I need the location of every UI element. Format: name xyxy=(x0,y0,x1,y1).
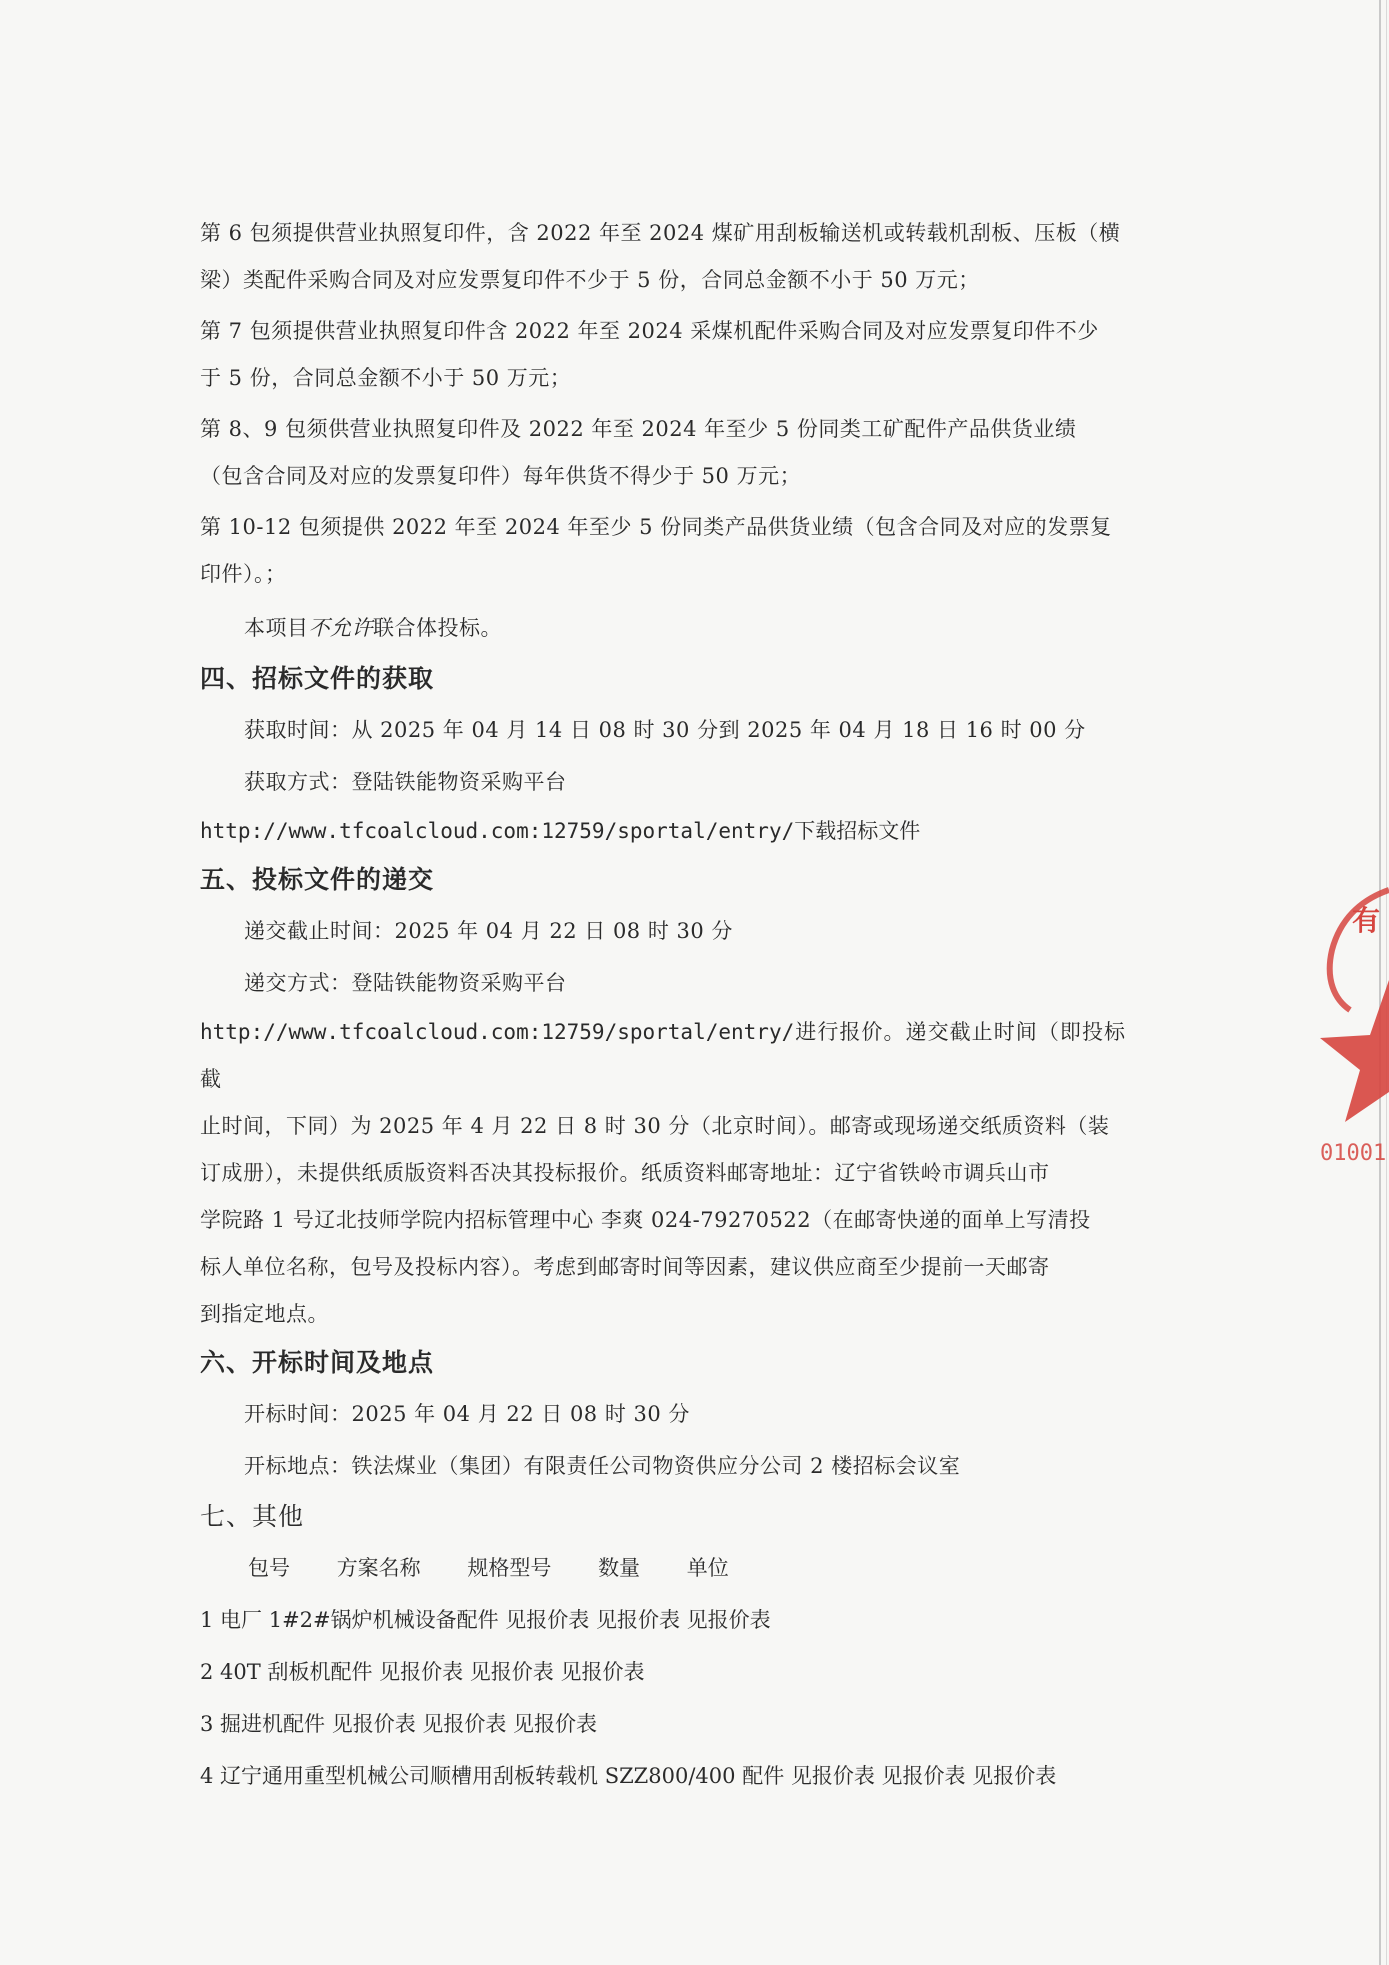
requirement-pkg6-line2: 梁）类配件采购合同及对应发票复印件不少于 5 份，合同总金额不小于 50 万元； xyxy=(200,268,980,292)
package-row: 3 掘进机配件 见报价表 见报价表 见报价表 xyxy=(200,1712,598,1736)
acquire-time: 获取时间：从 2025 年 04 月 14 日 08 时 30 分到 2025 年 04 月 18 日 16 时 00 分 xyxy=(244,718,1086,742)
submit-body-line1[interactable]: http://www.tfcoalcloud.com:12759/sportal/entry/进行报价。递交截止时间（即投标截 xyxy=(200,1020,1125,1091)
column-header: 包号 xyxy=(248,1556,290,1580)
submit-body-line5: 标人单位名称，包号及投标内容）。考虑到邮寄时间等因素，建议供应商至少提前一天邮寄 xyxy=(200,1255,1050,1279)
column-header: 单位 xyxy=(686,1556,729,1580)
requirement-pkg7-line1: 第 7 包须提供营业执照复印件含 2022 年至 2024 采煤机配件采购合同及对应发票复印件不少 xyxy=(200,319,1099,343)
column-header: 数量 xyxy=(598,1556,641,1580)
seal-star xyxy=(1320,980,1389,1122)
requirement-pkg1012-line2: 印件）。； xyxy=(200,562,287,586)
joint-bid-statement xyxy=(200,602,1125,654)
submit-method: 递交方式：登陆铁能物资采购平台 xyxy=(244,971,567,995)
opening-time: 开标时间：2025 年 04 月 22 日 08 时 30 分 xyxy=(244,1402,690,1426)
package-table-header xyxy=(200,1542,1125,1594)
column-header: 规格型号 xyxy=(467,1556,552,1580)
requirement-pkg7-line2: 于 5 份，合同总金额不小于 50 万元； xyxy=(200,366,572,390)
submit-body-line4: 学院路 1 号辽北技师学院内招标管理中心 李爽 024-79270522（在邮寄快递的面单上写清投 xyxy=(200,1208,1091,1232)
section-heading-6: 六、开标时间及地点 xyxy=(200,1348,435,1377)
section-heading-7: 七、其他 xyxy=(200,1502,305,1531)
submit-body-line2: 止时间，下同）为 2025 年 4 月 22 日 8 时 30 分（北京时间）。邮寄或现场递交纸质资料（装 xyxy=(200,1114,1110,1138)
section-heading-5: 五、投标文件的递交 xyxy=(200,865,435,894)
document-body xyxy=(200,210,1125,1802)
official-seal xyxy=(1300,860,1389,1280)
package-row: 1 电厂 1#2#锅炉机械设备配件 见报价表 见报价表 见报价表 xyxy=(200,1608,771,1632)
acquire-method: 获取方式：登陆铁能物资采购平台 xyxy=(244,770,567,794)
requirement-pkg1012-line1: 第 10-12 包须提供 2022 年至 2024 年至少 5 份同类产品供货业绩（包含合同及对应的发票复 xyxy=(200,515,1112,539)
seal-text-bottom: 01001 xyxy=(1320,1141,1387,1166)
joint-bid-suffix: 联合体投标。 xyxy=(373,616,502,640)
submit-body-line6: 到指定地点。 xyxy=(200,1302,329,1326)
column-header: 方案名称 xyxy=(336,1556,421,1580)
requirement-pkg89-line2: （包含合同及对应的发票复印件）每年供货不得少于 50 万元； xyxy=(200,464,802,488)
package-row: 2 40T 刮板机配件 见报价表 见报价表 见报价表 xyxy=(200,1660,645,1684)
joint-bid-italic: 不允许 xyxy=(308,616,373,640)
submit-deadline: 递交截止时间：2025 年 04 月 22 日 08 时 30 分 xyxy=(244,919,733,943)
opening-place: 开标地点：铁法煤业（集团）有限责任公司物资供应分公司 2 楼招标会议室 xyxy=(244,1454,961,1478)
package-row: 4 辽宁通用重型机械公司顺槽用刮板转载机 SZZ800/400 配件 见报价表 见报价表 见报价表 xyxy=(200,1764,1057,1788)
section-heading-4: 四、招标文件的获取 xyxy=(200,664,435,693)
seal-text-top: 有 xyxy=(1352,904,1381,937)
joint-bid-prefix: 本项目 xyxy=(244,616,309,640)
requirement-pkg89-line1: 第 8、9 包须供营业执照复印件及 2022 年至 2024 年至少 5 份同类工矿配件产品供货业绩 xyxy=(200,417,1077,441)
requirement-pkg6-line1: 第 6 包须提供营业执照复印件，含 2022 年至 2024 煤矿用刮板输送机或转载机刮板、压板（横 xyxy=(200,221,1121,245)
submit-body-line3: 订成册），未提供纸质版资料否决其投标报价。纸质资料邮寄地址：辽宁省铁岭市调兵山市 xyxy=(200,1161,1050,1185)
acquire-url[interactable]: http://www.tfcoalcloud.com:12759/sportal/entry/下载招标文件 xyxy=(200,819,921,843)
